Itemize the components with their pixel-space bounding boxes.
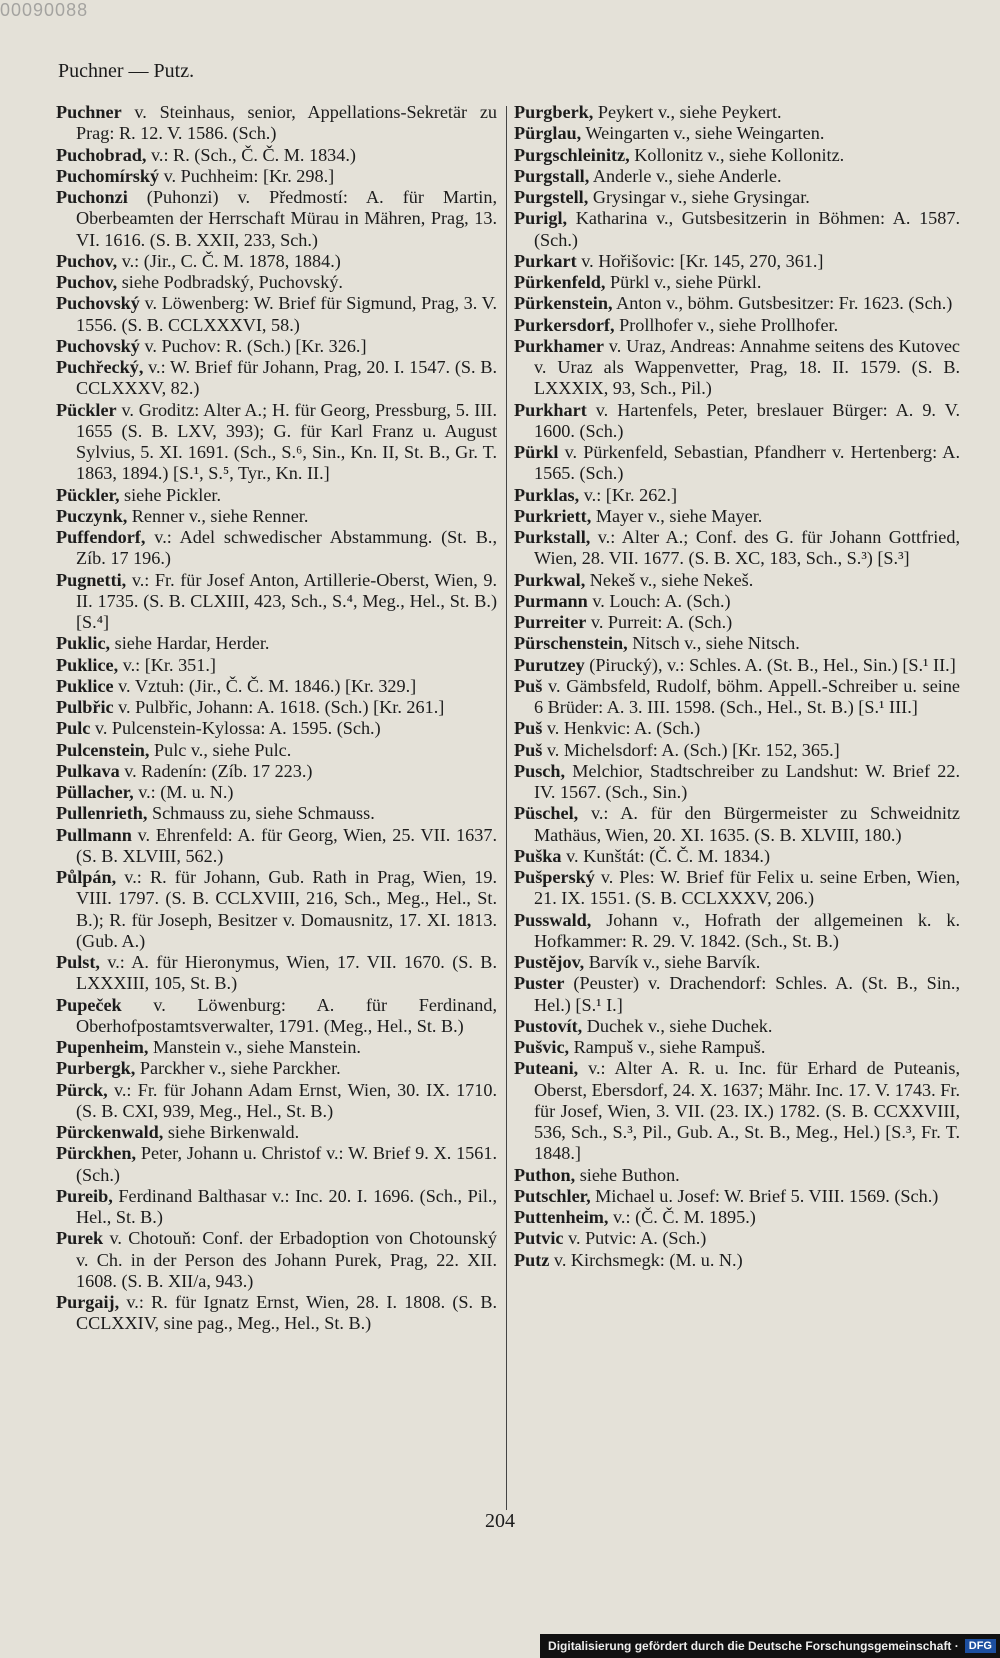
dictionary-entry [56,187,497,251]
entry-headword: Putvic [514,1228,564,1249]
entry-text: v. Groditz: Alter A.; H. für Georg, Pressburg, 5. III. 1655 (S. B. LXV, 393); G. für Karl Franz u. August Sylvius, 5. XI. 1691. (Sch., S.⁶, Sin., Kn. II, St. B., Gr. T. 1863, 1894.) [S.¹, S.⁵, Tyr., Kn. II.] [76,399,497,484]
entry-text: (Pirucký), v.: Schles. A. (St. B., Hel., Sin.) [S.¹ II.] [584,654,956,675]
entry-text: Peter, Johann u. Christof v.: W. Brief 9. X. 1561. (Sch.) [76,1143,497,1185]
entry-headword: Pusch, [514,760,566,781]
dictionary-entry [56,676,497,697]
entry-text: v. Hartenfels, Peter, breslauer Bürger: A. 9. V. 1600. (Sch.) [534,399,960,441]
entry-headword: Pürkl [514,442,559,462]
dictionary-entry [56,145,497,166]
entry-text: Rampuš v., siehe Rampuš. [569,1037,766,1057]
entry-headword: Putschler, [514,1185,591,1206]
entry-headword: Pupeček [56,994,122,1015]
dictionary-entry [56,272,497,293]
dictionary-entry [56,527,497,570]
entry-text: v. Löwenburg: A. für Ferdinand, Oberhofpostamtsverwalter, 1791. (Meg., Hel., St. B.) [76,994,497,1036]
dictionary-entry [514,208,960,251]
dictionary-entry [514,952,960,973]
dictionary-entry [514,315,960,336]
dictionary-entry [56,570,497,634]
entry-text: v.: [Kr. 351.] [118,654,216,675]
dfg-logo: DFG [965,1639,996,1653]
entry-headword: Püschel, [514,803,579,824]
entry-headword: Purbergk, [56,1058,136,1079]
entry-headword: Puchner [56,102,122,122]
dictionary-entry [56,1228,497,1292]
entry-text: v. Uraz, Andreas: Annahme seitens des Kutovec v. Uraz als Wappenvetter, Prag, 18. II. 1579. (S. B. LXXXIX, 93, Sch., Pil.) [534,335,960,399]
entry-text: Michael u. Josef: W. Brief 5. VIII. 1569. (Sch.) [590,1185,939,1206]
entry-text: v. Löwenberg: W. Brief für Sigmund, Prag, 3. V. 1556. (S. B. CCLXXXVI, 58.) [76,293,497,335]
dictionary-entry [56,825,497,868]
entry-headword: Püllacher, [56,782,134,802]
entry-text: Peykert v., siehe Peykert. [593,102,782,122]
entry-text: v. Michelsdorf: A. (Sch.) [Kr. 152, 365.] [542,739,840,760]
entry-text: siehe Pickler. [119,484,222,505]
entry-headword: Puthon, [514,1164,576,1185]
entry-text: v. Henkvic: A. (Sch.) [542,718,701,739]
dictionary-entry [514,123,960,144]
entry-headword: Purkwal, [514,569,586,590]
entry-text: Renner v., siehe Renner. [127,505,309,526]
dictionary-entry [56,102,497,145]
dictionary-entry [514,676,960,719]
dictionary-entry [514,251,960,272]
dictionary-entry [514,293,960,314]
entry-headword: Puchřecký, [56,357,144,377]
entry-headword: Purkstall, [514,527,591,547]
dictionary-entry [56,867,497,952]
entry-headword: Puchovský [56,335,140,356]
entry-headword: Purutzey [514,654,585,675]
entry-text: v.: (Č. Č. M. 1895.) [608,1207,756,1227]
entry-headword: Puklic, [56,633,111,654]
entry-headword: Pürckenwald, [56,1122,164,1142]
entry-text: v. Louch: A. (Sch.) [587,590,731,611]
dictionary-entry [56,1037,497,1058]
entry-headword: Pugnetti, [56,569,127,590]
entry-headword: Puffendorf, [56,527,146,547]
entry-text: v. Chotouň: Conf. der Erbadoption von Chotounský v. Ch. in der Person des Johann Purek, Prag, 22. XII. 1608. (S. B. XII/a, 943.) [76,1228,497,1291]
dictionary-entry [514,442,960,485]
dictionary-entry [56,166,497,187]
dictionary-entry [56,506,497,527]
entry-headword: Puchomírský [56,165,160,186]
entry-text: v.: R. für Ignatz Ernst, Wien, 28. I. 1808. (S. B. CCLXXIV, sine pag., Meg., Hel., St. B.) [76,1292,497,1334]
entry-headword: Pückler, [56,484,120,505]
dictionary-entry [56,761,497,782]
entry-text: v.: (M. u. N.) [133,782,234,802]
entry-text: v. Puchheim: [Kr. 298.] [159,165,335,186]
entry-headword: Purigl, [514,208,568,229]
dictionary-entry [514,761,960,804]
entry-headword: Purkart [514,250,577,271]
entry-text: v. Hořišovic: [Kr. 145, 270, 361.] [576,250,824,271]
entry-headword: Puš [514,718,543,739]
entry-text: v. Putvic: A. (Sch.) [563,1228,707,1249]
entry-text: v. Ehrenfeld: A. für Georg, Wien, 25. VII. 1637. (S. B. XLVIII, 562.) [76,824,497,866]
entry-headword: Purklas, [514,484,580,505]
entry-text: Nekeš v., siehe Nekeš. [585,569,754,590]
entry-headword: Pustějov, [514,952,585,972]
entry-headword: Purmann [514,590,588,611]
dictionary-entry [514,102,960,123]
entry-headword: Pulcenstein, [56,739,150,760]
entry-text: Prollhofer v., siehe Prollhofer. [614,314,839,335]
dictionary-entry [514,1207,960,1228]
entry-headword: Pustovít, [514,1015,583,1036]
entry-text: v.: R. für Johann, Gub. Rath in Prag, Wien, 19. VIII. 1797. (S. B. CCLXVIII, 216, Sch., Meg., Hel., St. B.); R. für Joseph, Besitzer v. Domausnitz, 17. XI. 1813. (Gub. A.) [76,867,497,951]
dictionary-entry [514,1228,960,1249]
entry-text: Mayer v., siehe Mayer. [591,505,763,526]
dictionary-entry [514,1037,960,1058]
entry-text: Pulc v., siehe Pulc. [149,739,292,760]
entry-text: Kollonitz v., siehe Kollonitz. [629,144,845,165]
entry-headword: Pürkenfeld, [514,272,606,292]
entry-headword: Purkhart [514,399,587,420]
dictionary-entry [514,718,960,739]
entry-text: v.: Fr. für Josef Anton, Artillerie-Oberst, Wien, 9. II. 1735. (S. B. CLXIII, 423, Sch., S.⁴, Meg., Hel., St. B.) [S.⁴] [76,569,497,632]
dictionary-entry [514,910,960,953]
entry-text: v.: W. Brief für Johann, Prag, 20. I. 1547. (S. B. CCLXXXV, 82.) [76,357,497,399]
entry-headword: Pullmann [56,824,132,845]
dictionary-entry [514,400,960,443]
dictionary-entry [56,1058,497,1079]
entry-headword: Pulbřic [56,697,114,717]
dictionary-entry [56,357,497,400]
entry-headword: Pullenrieth, [56,803,148,824]
entry-headword: Pušperský [514,867,595,887]
dictionary-entry [56,251,497,272]
dictionary-entry [514,166,960,187]
dictionary-entry [56,740,497,761]
entry-headword: Puteani, [514,1058,579,1079]
entry-headword: Pusswald, [514,909,592,930]
entry-text: v.: Alter A.; Conf. des G. für Johann Gottfried, Wien, 28. VII. 1677. (S. B. XC, 183, Sch., S.³) [S.³] [534,527,960,569]
entry-headword: Purkhamer [514,335,604,356]
entry-text: v. Radenín: (Zíb. 17 223.) [119,760,313,781]
entry-text: v. Vztuh: (Jir., Č. Č. M. 1846.) [Kr. 329.] [113,675,417,696]
dictionary-entry [56,633,497,654]
entry-headword: Půlpán, [56,867,117,887]
entry-headword: Pürglau, [514,123,582,144]
entry-text: v.: Alter A. R. u. Inc. für Erhard de Puteanis, Oberst, Ebersdorf, 24. X. 1637; Mähr. Inc. 17. V. 1743. Fr. für Josef, Wien, 3. VII. (23. IX.) 1782. (S. B. CCXXVIII, 536, Sch., S.³, Pil., Gub. A., St. B., Meg., Hel.) [S.³, Fr. T. 1848.] [534,1058,960,1164]
entry-headword: Puczynk, [56,505,128,526]
entry-headword: Pürschenstein, [514,633,628,654]
dictionary-entry [514,740,960,761]
entry-text: v.: (Jir., C. Č. M. 1878, 1884.) [117,250,341,271]
dictionary-entry [514,1016,960,1037]
entry-text: Weingarten v., siehe Weingarten. [581,123,825,144]
entry-headword: Puchov, [56,250,118,271]
entry-text: v.: Fr. für Johann Adam Ernst, Wien, 30. IX. 1710. (S. B. CXI, 939, Meg., Hel., St. B.) [76,1079,497,1121]
dictionary-entry [56,485,497,506]
dictionary-entry [56,655,497,676]
entry-headword: Purreiter [514,612,587,632]
entry-text: Manstein v., siehe Manstein. [148,1037,361,1057]
dictionary-entry [514,485,960,506]
entry-headword: Pürck, [56,1079,108,1100]
dictionary-entry [56,782,497,803]
dictionary-entry [514,272,960,293]
entry-text: v.: A. für Hieronymus, Wien, 17. VII. 1670. (S. B. LXXXIII, 105, St. B.) [76,952,497,994]
entry-text: v.: Adel schwedischer Abstammung. (St. B., Zíb. 17 196.) [76,527,497,569]
footer-text: Digitalisierung gefördert durch die Deutsche Forschungsgemeinschaft · [548,1639,959,1653]
dictionary-entry [514,145,960,166]
entry-headword: Puš [514,675,543,696]
dictionary-entry [514,1250,960,1271]
dictionary-entry [56,1080,497,1123]
entry-text: v.: [Kr. 262.] [579,484,678,505]
dictionary-entry [514,1186,960,1207]
entry-headword: Pupenheim, [56,1037,149,1057]
entry-text: siehe Birkenwald. [163,1122,300,1142]
entry-headword: Puchov, [56,272,118,292]
entry-text: Schmauss zu, siehe Schmauss. [147,803,375,824]
scan-id: 00090088 [0,0,89,20]
dictionary-entry [514,506,960,527]
left-column [56,102,497,1335]
entry-headword: Puška [514,845,562,866]
dictionary-entry [514,867,960,910]
dictionary-entry [514,336,960,400]
entry-headword: Pureib, [56,1185,113,1206]
entry-headword: Purkriett, [514,505,592,526]
entry-text: v. Puchov: R. (Sch.) [Kr. 326.] [139,335,367,356]
dictionary-entry [56,952,497,995]
dictionary-entry [514,633,960,654]
entry-headword: Pulc [56,718,91,739]
dictionary-entry [514,187,960,208]
entry-text: Nitsch v., siehe Nitsch. [627,633,800,654]
dictionary-entry [56,1292,497,1335]
dictionary-entry [56,718,497,739]
entry-headword: Purkersdorf, [514,314,615,335]
dictionary-entry [514,1165,960,1186]
entry-text: v. Pürkenfeld, Sebastian, Pfandherr v. Hertenberg: A. 1565. (Sch.) [534,442,960,484]
entry-text: Anderle v., siehe Anderle. [589,165,782,186]
entry-text: v. Pulbřic, Johann: A. 1618. (Sch.) [Kr. 261.] [113,697,445,717]
entry-text: Pürkl v., siehe Pürkl. [605,272,762,292]
entry-text: Parckher v., siehe Parckher. [135,1058,341,1079]
entry-text: Grysingar v., siehe Grysingar. [588,187,810,207]
entry-headword: Puster [514,973,565,994]
entry-text: v. Gämbsfeld, Rudolf, böhm. Appell.-Schreiber u. seine 6 Brüder: A. 3. III. 1598. (Sch., Hel., St. B.) [S.¹ III.] [534,675,960,717]
dictionary-entry [56,1122,497,1143]
dictionary-entry [514,846,960,867]
entry-text: Ferdinand Balthasar v.: Inc. 20. I. 1696. (Sch., Pil., Hel., St. B.) [76,1185,497,1227]
entry-text: v.: A. für den Bürgermeister zu Schweidnitz Mathäus, Wien, 20. XI. 1635. (S. B. XLVIII, 180.) [534,803,960,845]
entry-text: siehe Hardar, Herder. [110,633,270,654]
entry-text: v.: R. (Sch., Č. Č. M. 1834.) [146,144,356,165]
entry-headword: Purgstell, [514,187,589,207]
entry-headword: Puchonzi [56,187,128,207]
entry-text: Johann v., Hofrath der allgemeinen k. k. Hofkammer: R. 29. V. 1842. (Sch., St. B.) [534,909,960,951]
entry-headword: Pürkenstein, [514,293,613,314]
dictionary-entry [56,336,497,357]
entry-text: v. Kirchsmegk: (M. u. N.) [549,1249,743,1270]
entry-headword: Puklice, [56,654,119,675]
entry-headword: Puklice [56,675,114,696]
entry-text: Anton v., böhm. Gutsbesitzer: Fr. 1623. (Sch.) [612,293,953,314]
dictionary-entry [56,400,497,485]
dictionary-entry [56,1143,497,1186]
entry-text: (Peuster) v. Drachendorf: Schles. A. (St. B., Sin., Hel.) [S.¹ I.] [534,973,960,1015]
entry-text: Katharina v., Gutsbesitzerin in Böhmen: A. 1587. (Sch.) [534,208,960,250]
entry-text: Barvík v., siehe Barvík. [584,952,761,972]
dictionary-entry [56,697,497,718]
entry-headword: Puchovský [56,293,140,314]
entry-text: siehe Podbradský, Puchovský. [117,272,343,292]
dictionary-entry [514,570,960,591]
entry-text: v. Pulcenstein-Kylossa: A. 1595. (Sch.) [90,718,381,739]
entry-text: v. Ples: W. Brief für Felix u. seine Erben, Wien, 21. IX. 1551. (S. B. CCLXXXV, 206.) [534,867,960,909]
entry-headword: Pulst, [56,952,100,972]
dictionary-entry [514,527,960,570]
entry-headword: Puchobrad, [56,144,147,165]
entry-headword: Putz [514,1249,550,1270]
entry-headword: Purgschleinitz, [514,144,630,165]
dictionary-entry [56,995,497,1038]
entry-headword: Puttenheim, [514,1207,609,1227]
entry-headword: Pulkava [56,760,120,781]
dictionary-entry [56,293,497,336]
column-divider [506,106,507,1510]
entry-headword: Pürckhen, [56,1143,137,1164]
dictionary-entry [514,803,960,846]
entry-headword: Pušvic, [514,1037,570,1057]
entry-text: siehe Buthon. [575,1164,680,1185]
right-column [514,102,960,1271]
dictionary-entry [514,973,960,1016]
footer-credit [540,1634,1000,1658]
page-number: 204 [485,1510,515,1532]
entry-text: v. Kunštát: (Č. Č. M. 1834.) [561,845,770,866]
entry-headword: Purek [56,1228,104,1249]
entry-headword: Pückler [56,399,117,420]
entry-text: v. Steinhaus, senior, Appellations-Sekretär zu Prag: R. 12. V. 1586. (Sch.) [76,102,497,144]
dictionary-entry [514,655,960,676]
entry-text: (Puhonzi) v. Předmostí: A. für Martin, Oberbeamten der Herrschaft Mürau in Mähren, Prag, 13. VI. 1616. (S. B. XXII, 233, Sch.) [76,187,497,250]
dictionary-entry [514,1058,960,1164]
running-head: Puchner — Putz. [58,60,195,82]
dictionary-entry [56,803,497,824]
entry-headword: Purgberk, [514,102,594,122]
dictionary-entry [514,591,960,612]
dictionary-entry [514,612,960,633]
dictionary-entry [56,1186,497,1229]
entry-text: Melchior, Stadtschreiber zu Landshut: W. Brief 22. IV. 1567. (Sch., Sin.) [534,760,960,802]
entry-headword: Puš [514,739,543,760]
entry-text: v. Purreit: A. (Sch.) [586,612,733,632]
entry-headword: Purgaij, [56,1292,120,1312]
entry-text: Duchek v., siehe Duchek. [582,1015,773,1036]
entry-headword: Purgstall, [514,165,590,186]
